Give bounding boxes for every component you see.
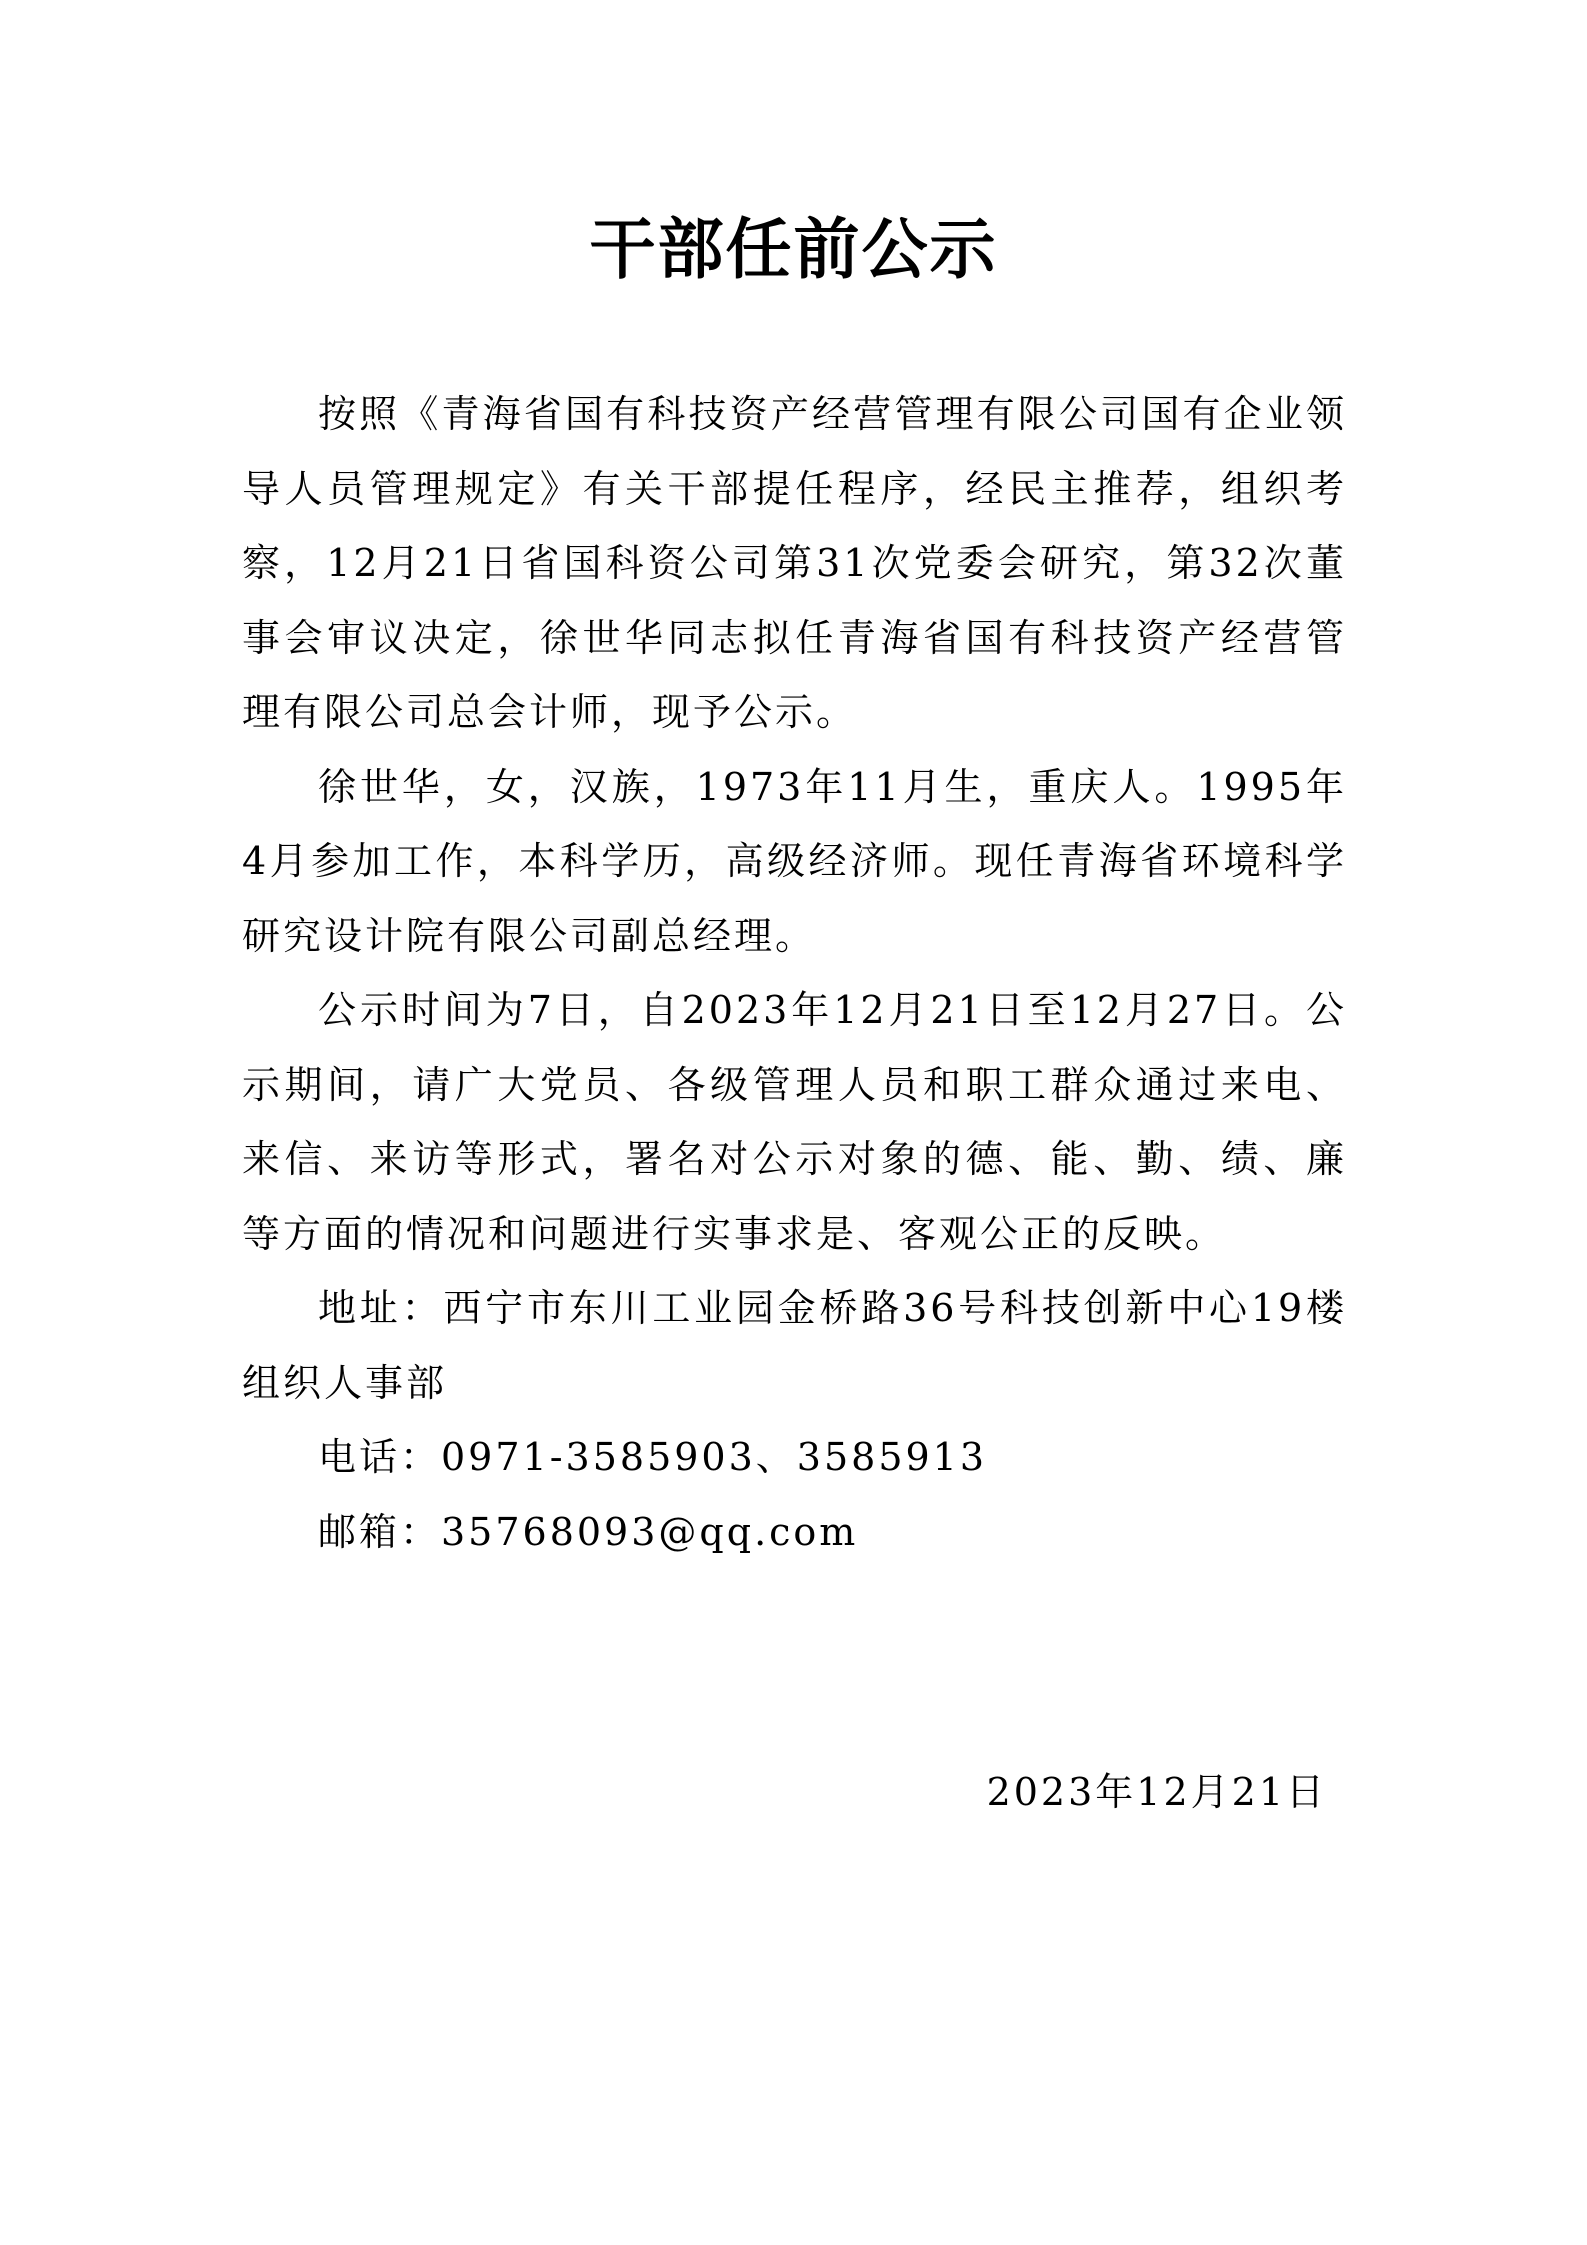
document-date: 2023年12月21日 bbox=[986, 1770, 1327, 1814]
page-title: 干部任前公示 bbox=[589, 211, 998, 288]
paragraph-phone: 电话：0971-3585903、3585913 bbox=[318, 1435, 988, 1479]
paragraph-publicity-period: 公示时间为7日，自2023年12月21日至12月27日。公示期间，请广大党员、各级管理人员和职工群众通过来电、来信、来访等形式，署名对公示对象的德、能、勤、绩、廉等方面的情况和问题进行实事求是、客观公正的反映。 bbox=[242, 988, 1347, 1256]
document-body bbox=[242, 377, 1347, 1569]
paragraph-address: 地址：西宁市东川工业园金桥路36号科技创新中心19楼组织人事部 bbox=[242, 1286, 1347, 1405]
paragraph-email: 邮箱：35768093@qq.com bbox=[318, 1509, 859, 1554]
paragraph-candidate-profile: 徐世华，女，汉族，1973年11月生，重庆人。1995年4月参加工作，本科学历，高级经济师。现任青海省环境科学研究设计院有限公司副总经理。 bbox=[242, 764, 1347, 958]
paragraph-intro: 按照《青海省国有科技资产经营管理有限公司国有企业领导人员管理规定》有关干部提任程序，经民主推荐，组织考察，12月21日省国科资公司第31次党委会研究，第32次董事会审议决定，徐世华同志拟任青海省国有科技资产经营管理有限公司总会计师，现予公示。 bbox=[242, 392, 1347, 734]
